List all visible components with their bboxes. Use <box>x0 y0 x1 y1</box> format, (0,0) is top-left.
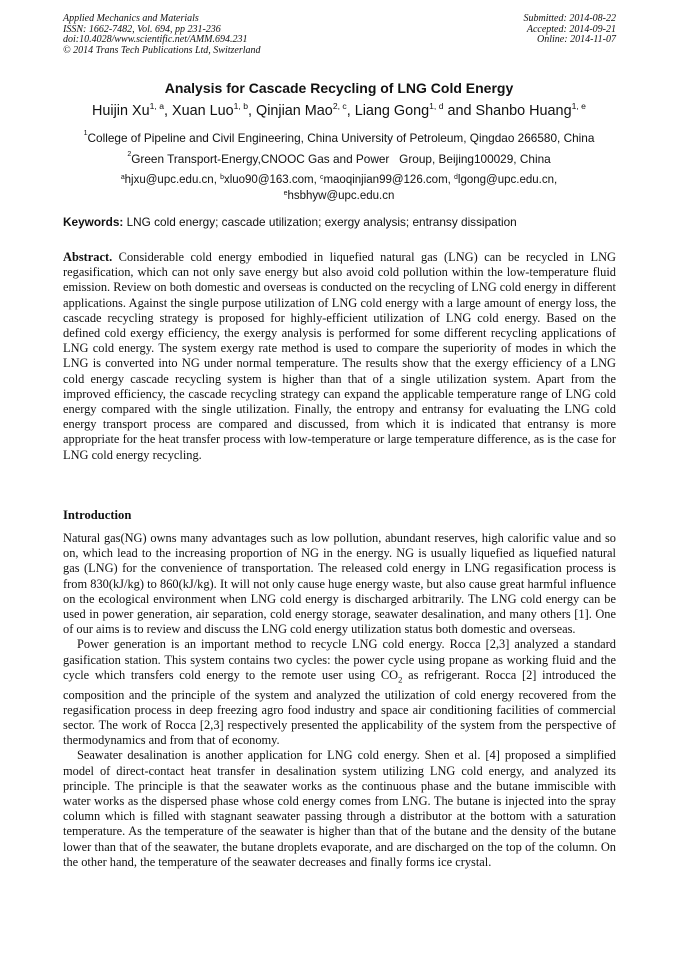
email-link[interactable]: maoqinjian99@126.com, <box>323 174 455 186</box>
affiliation-text: Green Transport-Energy,CNOOC Gas and Power Group, Beijing100029, China <box>131 152 551 166</box>
abstract-label: Abstract. <box>63 250 113 264</box>
date-submitted: Submitted: 2014-08-22 <box>523 13 616 24</box>
keywords-text: LNG cold energy; cascade utilization; exergy analysis; entransy dissipation <box>123 215 517 229</box>
journal-header-left <box>63 14 261 56</box>
email-sup: e <box>283 190 288 197</box>
email-sup: a <box>120 174 125 181</box>
journal-doi: doi:10.4028/www.scientific.net/AMM.694.231 <box>63 34 248 46</box>
email-link[interactable]: lgong@upc.edu.cn, <box>457 174 558 186</box>
author-sep: , <box>248 103 257 119</box>
author-sep: , <box>164 103 172 119</box>
author-name: Liang Gong <box>354 103 430 119</box>
author-sup: 1, a <box>149 101 164 111</box>
keywords-label: Keywords: <box>63 215 124 229</box>
paragraph: Natural gas(NG) owns many advantages such as low pollution, abundant reserves, high calorific value and so on, which lead to the increasing proportion of NG in the energy. NG is usually liquefied as liquefied natural gas (LNG) for the convenience of transportation. The released cold energy in LNG regasification process is from 830(kJ/kg) to 860(kJ/kg). It will not only cause huge energy waste, but also cause great harmful influence on the ecological environment when LNG cold energy is discharged arbitrarily. The LNG cold energy can be used in power generation, air separation, cold energy storage, seawater desalination, and many others [1]. One of our aims is to review and discuss the LNG cold energy utilization status both domestic and overseas. <box>63 531 616 637</box>
introduction-body <box>63 531 616 870</box>
author-emails <box>0 172 678 204</box>
author-sup: 2, c <box>332 101 347 111</box>
date-online: Online: 2014-11-07 <box>537 34 616 46</box>
paragraph <box>63 637 616 748</box>
abstract-text: Considerable cold energy embodied in liquefied natural gas (LNG) can be recycled in LNG regasification, which can not only save energy but also avoid cold pollution within the low-temperature fluid emission. Review on both domestic and overseas is conducted on the recycling of LNG cold energy in different applications. Against the single purpose utilization of LNG cold energy with a large amount of energy loss, the cascade recycling strategy is proposed for highly-efficient utilization of LNG cold energy. Based on the defined cold exergy efficiency, the exergy analysis is performed for some different recycling applications of LNG cold energy. The system exergy rate method is used to compare the superiority of modes in which the LNG is converted into NG under normal temperature. The results show that the exergy efficiency of a LNG cold energy cascade recycling system is higher than that of a single utilization system. Apart from the improved efficiency, the cascade recycling strategy can expand the applicable temperature range of LNG cold energy compared with the single utilization. Finally, the entropy and entransy for evaluating the LNG cold energy transport process are compared and discussed, from which it is indicated that entransy is more appropriate for the heat transfer process with low-temperature or large temperature difference, as is the case for LNG cold energy recycling. <box>63 250 616 462</box>
journal-issn: ISSN: 1662-7482, Vol. 694, pp 231-236 <box>63 23 221 35</box>
author-list <box>0 103 678 119</box>
paper-title: Analysis for Cascade Recycling of LNG Cold Energy <box>164 80 514 96</box>
author-sep: and <box>443 103 476 119</box>
date-accepted: Accepted: 2014-09-21 <box>526 23 616 35</box>
email-link[interactable]: hjxu@upc.edu.cn, <box>124 174 221 186</box>
affiliation-text: College of Pipeline and Civil Engineering, China University of Petroleum, Qingdao 266580, China <box>87 131 595 145</box>
author-name: Huijin Xu <box>92 103 150 119</box>
author-sup: 1, e <box>571 101 586 111</box>
email-sup: b <box>220 174 224 181</box>
journal-copyright: © 2014 Trans Tech Publications Ltd, Switzerland <box>63 44 261 56</box>
affiliation-sup: 2 <box>127 150 132 158</box>
author-name: Qinjian Mao <box>256 103 333 119</box>
paragraph-text: Power generation is an important method to recycle LNG cold energy. Rocca [2,3] analyzed a standard gasification station. This system contains two cycles: the power cycle using propane as working fluid and the cycle which transfers cold energy to the remote user using CO <box>63 637 616 682</box>
email-sup: c <box>320 174 324 181</box>
paragraph-text: as refrigerant. Rocca [2] introduced the composition and the principle of the system and analyzed the utilization of cold energy recovered from the regasification process in deep freezing agro food industry and space air conditioning facilities of commercial sector. The work of Rocca [2,3] respectively presented the applicability of the system from the perspective of thermodynamics and from that of economy. <box>63 667 616 748</box>
keywords <box>63 215 618 229</box>
affiliation-sup: 1 <box>83 129 88 137</box>
subscript: 2 <box>398 674 403 685</box>
affiliation-2 <box>0 152 678 166</box>
affiliation-1 <box>0 131 678 145</box>
paragraph: Seawater desalination is another application for LNG cold energy. Shen et al. [4] proposed a simplified model of direct-contact heat transfer in desalination system utilizing LNG cold energy, and analyzed its principle. The principle is that the seawater works as the continuous phase and the butane immiscible with water works as the dispersed phase whose cold energy comes from LNG. The butane is injected into the spray column which is filled with stagnant seawater passing through a distributor at the bottom with a saturation temperature. As the temperature of the seawater is higher than that of the butane and the density of the butane lower than that of the seawater, the butane droplets evaporate, and are discharged on the top of the column. On the other hand, the temperature of the seawater decreases and finally forms ice crystal. <box>63 748 616 869</box>
journal-header-right <box>524 14 617 46</box>
journal-name: Applied Mechanics and Materials <box>63 13 199 24</box>
author-name: Shanbo Huang <box>475 103 572 119</box>
author-sep: , <box>346 103 355 119</box>
email-sup: d <box>454 174 458 181</box>
author-sup: 1, d <box>429 101 444 111</box>
author-name: Xuan Luo <box>172 103 234 119</box>
email-link[interactable]: hsbhyw@upc.edu.cn <box>287 190 395 202</box>
abstract <box>63 250 616 463</box>
section-heading-introduction: Introduction <box>63 508 132 522</box>
author-sup: 1, b <box>233 101 249 111</box>
email-link[interactable]: xluo90@163.com, <box>223 174 320 186</box>
